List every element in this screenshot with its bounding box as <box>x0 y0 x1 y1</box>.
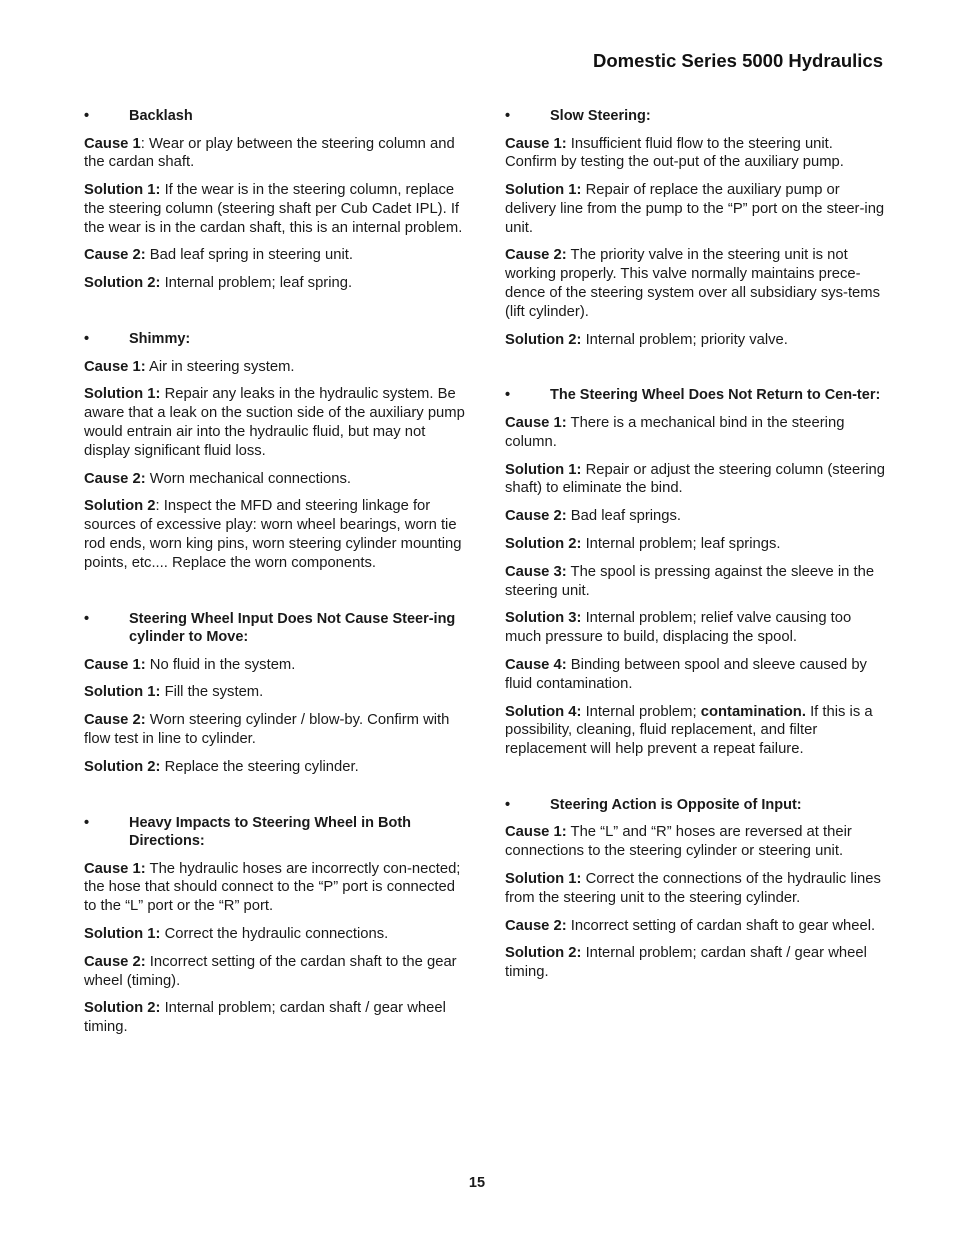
paragraph <box>505 507 887 526</box>
para-label: Cause 1: <box>505 414 567 431</box>
para-label: Solution 1: <box>84 684 161 701</box>
para-text: Correct the hydraulic connections. <box>160 925 389 942</box>
para-label: Solution 1: <box>505 182 582 199</box>
paragraph <box>84 683 466 702</box>
para-label: Solution 2: <box>84 275 161 292</box>
paragraph <box>84 711 466 749</box>
para-label: Solution 1: <box>505 871 582 888</box>
paragraph <box>84 181 466 237</box>
para-label: Cause 2: <box>84 712 146 729</box>
para-text: Internal problem; <box>581 703 701 720</box>
para-label: Solution 1: <box>84 925 161 942</box>
section-heading <box>505 796 887 815</box>
para-text: Incorrect setting of the cardan shaft to the gear wheel (timing). <box>84 953 457 989</box>
para-label: Solution 2: <box>505 535 582 552</box>
heading-text: Heavy Impacts to Steering Wheel in Both Directions: <box>129 814 411 850</box>
para-text: Binding between spool and sleeve caused by fluid contamination. <box>505 656 867 692</box>
para-label: Cause 2: <box>84 247 146 264</box>
paragraph <box>84 246 466 265</box>
para-text: Internal problem; cardan shaft / gear wheel timing. <box>84 1000 446 1036</box>
para-text: If the wear is in the steering column, replace the steering column (steering shaft per Cub Cadet IPL). If the wear is in the cardan shaft, this is an internal problem. <box>84 182 463 236</box>
paragraph <box>505 917 887 936</box>
para-label: Solution 2: <box>84 758 161 775</box>
bullet-icon: • <box>84 331 90 348</box>
paragraph <box>84 656 466 675</box>
heading-text: Backlash <box>129 108 193 124</box>
para-label: Cause 2: <box>84 470 146 487</box>
page-number: 15 <box>468 1175 486 1191</box>
para-text: The hydraulic hoses are incorrectly con-nected; the hose that should connect to the “P” port is connected to the “L” port or the “R” port. <box>84 860 461 915</box>
para-text: Repair of replace the auxiliary pump or delivery line from the pump to the “P” port on the steer-ing unit. <box>505 182 885 236</box>
paragraph <box>84 274 466 293</box>
para-text: Fill the system. <box>160 684 264 701</box>
paragraph <box>84 860 466 916</box>
section-heading <box>84 107 466 126</box>
paragraph <box>505 656 887 694</box>
heading-text: Shimmy: <box>129 331 191 348</box>
section-no-return-center <box>505 386 887 758</box>
section-heading <box>505 386 887 405</box>
para-text: The priority valve in the steering unit is not working properly. This valve normally maintains prece-dence of the steering system over all subsidiary sys-tems (lift cylinder). <box>505 247 881 320</box>
para-label: Solution 2: <box>505 945 582 962</box>
paragraph <box>505 331 887 350</box>
para-text: Insufficient fluid flow to the steering unit. Confirm by testing the out-put of the auxiliary pump. <box>505 135 844 171</box>
para-text: Internal problem; leaf springs. <box>581 535 781 552</box>
paragraph <box>505 461 887 499</box>
para-label: Cause 2: <box>505 917 567 934</box>
para-label: Cause 1: <box>84 860 146 877</box>
page-title: Domestic Series 5000 Hydraulics <box>593 50 883 71</box>
para-label: Solution 2: <box>505 331 582 348</box>
section-slow-steering <box>505 107 887 349</box>
heading-text: Slow Steering: <box>550 108 651 124</box>
paragraph <box>84 953 466 991</box>
paragraph <box>505 823 887 861</box>
paragraph <box>505 181 887 237</box>
para-label: Cause 1: <box>505 824 567 841</box>
para-label: Solution 2 <box>84 498 156 515</box>
para-text: Worn mechanical connections. <box>145 470 352 487</box>
section-opposite-input <box>505 796 887 982</box>
bullet-icon: • <box>84 814 90 831</box>
paragraph <box>84 999 466 1037</box>
para-text: Worn steering cylinder / blow-by. Confirm with flow test in line to cylinder. <box>84 712 450 747</box>
paragraph <box>505 563 887 601</box>
para-text: Air in steering system. <box>145 358 295 375</box>
paragraph <box>505 703 887 759</box>
paragraph <box>505 944 887 982</box>
para-label: Solution 1: <box>84 182 161 199</box>
paragraph <box>84 358 466 377</box>
bullet-icon: • <box>505 108 511 124</box>
para-label: Cause 1: <box>84 656 146 673</box>
section-heading <box>505 107 887 126</box>
section-no-cylinder-move <box>84 610 466 777</box>
section-heading <box>84 330 466 349</box>
para-label: Cause 1: <box>84 358 146 375</box>
para-text: Correct the connections of the hydraulic lines from the steering unit to the steering cylinder. <box>505 871 881 906</box>
right-column <box>505 107 887 1019</box>
para-emphasis: contamination. <box>700 703 806 720</box>
bullet-icon: • <box>84 108 90 124</box>
para-text: Internal problem; relief valve causing too much pressure to build, displacing the spool. <box>505 610 852 646</box>
paragraph <box>84 925 466 944</box>
para-text: Internal problem; priority valve. <box>581 331 788 348</box>
para-label: Solution 2: <box>84 1000 161 1017</box>
para-label: Cause 2: <box>84 953 146 970</box>
paragraph <box>84 385 466 460</box>
paragraph <box>505 414 887 452</box>
para-text: Internal problem; leaf spring. <box>160 275 353 292</box>
bullet-icon: • <box>84 610 90 627</box>
para-label: Solution 3: <box>505 610 582 627</box>
heading-text: Steering Action is Opposite of Input: <box>550 796 802 813</box>
para-label: Cause 1: <box>505 135 567 152</box>
para-text: The “L” and “R” hoses are reversed at their connections to the steering cylinder or steering unit. <box>505 824 852 860</box>
para-text: Bad leaf springs. <box>566 508 682 525</box>
paragraph <box>505 535 887 554</box>
section-heavy-impacts <box>84 814 466 1037</box>
para-text: Internal problem; cardan shaft / gear wheel timing. <box>505 945 867 981</box>
paragraph <box>84 497 466 572</box>
para-text: Repair any leaks in the hydraulic system. Be aware that a leak on the suction side of the auxiliary pump would entrain air into the hydraulic fluid, but may not display significant fluid loss. <box>84 386 465 459</box>
bullet-icon: • <box>505 387 511 404</box>
para-text-after: If this is a possibility, cleaning, fluid replacement, and filter replacement will help prevent a repeat failure. <box>505 703 873 758</box>
paragraph <box>505 609 887 647</box>
para-text: Repair or adjust the steering column (steering shaft) to eliminate the bind. <box>505 461 885 497</box>
para-label: Solution 1: <box>84 386 161 403</box>
para-label: Cause 2: <box>505 508 567 525</box>
para-label: Cause 1 <box>84 135 141 152</box>
heading-text: Steering Wheel Input Does Not Cause Steer-ing cylinder to Move: <box>129 610 456 646</box>
para-text: : Wear or play between the steering column and the cardan shaft. <box>84 135 455 171</box>
para-text: No fluid in the system. <box>145 656 296 673</box>
paragraph <box>505 246 887 321</box>
para-label: Cause 3: <box>505 563 567 580</box>
section-heading <box>84 610 466 647</box>
para-text: Incorrect setting of cardan shaft to gear wheel. <box>566 917 876 934</box>
paragraph <box>84 470 466 489</box>
section-shimmy <box>84 330 466 572</box>
heading-text: The Steering Wheel Does Not Return to Cen-ter: <box>550 387 881 404</box>
para-label: Cause 2: <box>505 247 567 264</box>
para-label: Solution 1: <box>505 461 582 478</box>
para-label: Solution 4: <box>505 703 582 720</box>
paragraph <box>84 135 466 173</box>
para-text: : Inspect the MFD and steering linkage for sources of excessive play: worn wheel bearings, worn tie rod ends, worn king pins, worn steering cylinder mounting points, etc.... Replace the worn components. <box>84 498 462 571</box>
paragraph <box>505 135 887 173</box>
para-text: Bad leaf spring in steering unit. <box>145 247 353 264</box>
para-label: Cause 4: <box>505 656 567 673</box>
paragraph <box>505 870 887 908</box>
bullet-icon: • <box>505 796 511 813</box>
section-heading <box>84 814 466 851</box>
paragraph <box>84 758 466 777</box>
para-text: Replace the steering cylinder. <box>160 758 359 775</box>
para-text: The spool is pressing against the sleeve in the steering unit. <box>505 563 875 599</box>
left-column <box>84 107 466 1074</box>
para-text: There is a mechanical bind in the steering column. <box>505 414 845 450</box>
section-backlash <box>84 107 466 293</box>
